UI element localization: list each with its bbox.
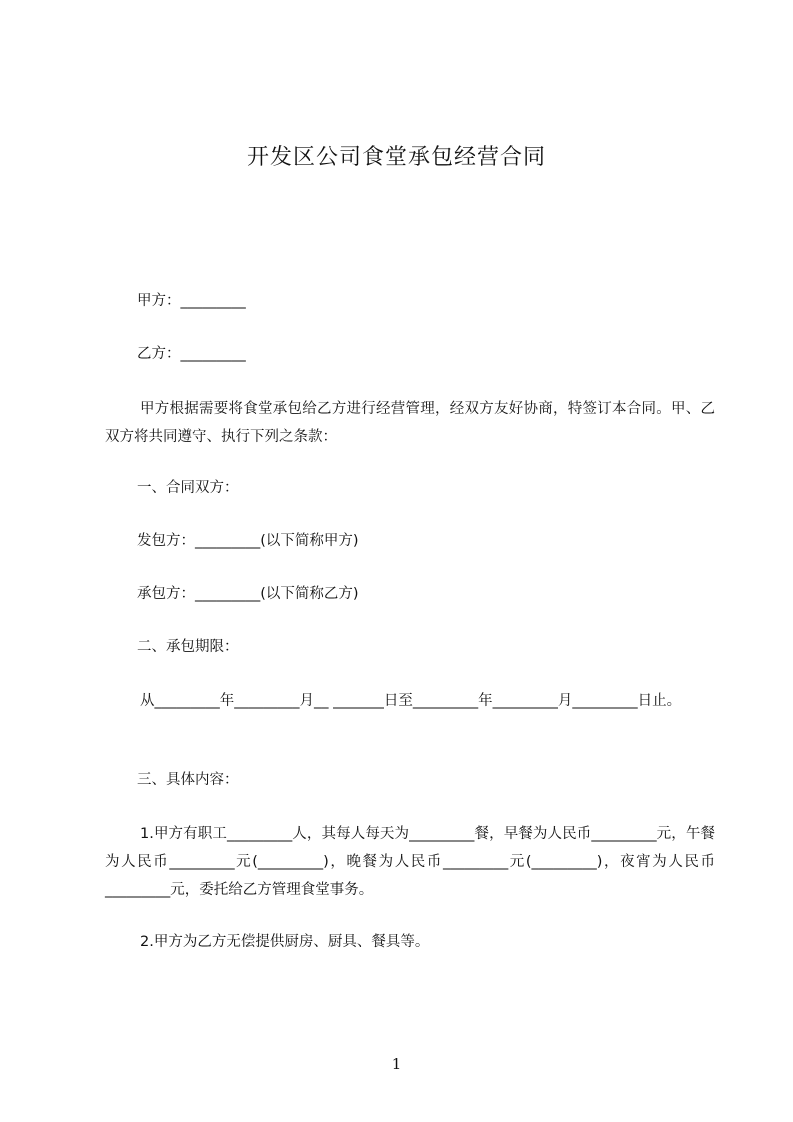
preamble-paragraph: 甲方根据需要将食堂承包给乙方进行经营管理，经双方友好协商，特签订本合同。甲、乙双方将共同遵守、执行下列之条款： [105, 401, 715, 445]
contractee-line: 承包方：_________(以下简称乙方) [137, 586, 359, 602]
section-1-heading: 一、合同双方： [137, 480, 239, 496]
party-a-line: 甲方：_________ [137, 293, 246, 309]
document-title: 开发区公司食堂承包经营合同 [246, 145, 546, 170]
section-3-heading: 三、具体内容： [137, 772, 239, 788]
item-2-paragraph: 2.甲方为乙方无偿提供厨房、厨具、餐具等。 [140, 934, 430, 950]
section-2-heading: 二、承包期限： [137, 639, 239, 655]
party-b-line: 乙方：_________ [137, 346, 246, 362]
contractor-line: 发包方：_________(以下简称甲方) [137, 533, 359, 549]
term-paragraph: 从_________年_________月__ _______日至_________年_________月_________日止。 [140, 693, 682, 709]
item-1-paragraph: 1.甲方有职工_________人，其每人每天为_________餐，早餐为人民币_________元，午餐为人民币_________元(_________)，晚餐为人民币_________元(_________)，夜宵为人民币_________元，委托给乙方管理食堂事务。 [105, 826, 715, 898]
page-number: 1 [391, 1055, 402, 1073]
